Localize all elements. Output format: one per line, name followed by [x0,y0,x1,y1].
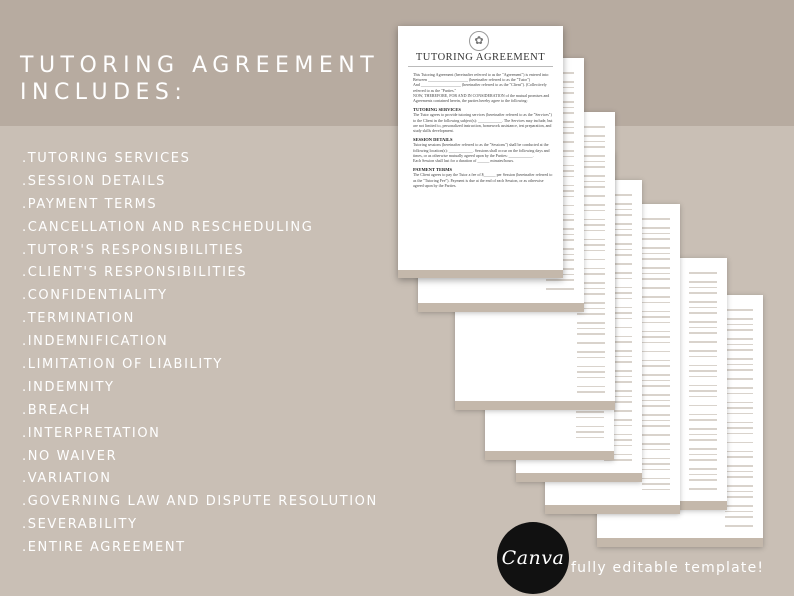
text-line [725,413,753,415]
text-line [689,459,717,461]
list-item: .LIMITATION OF LIABILITY [22,357,223,373]
page-footer [597,538,763,547]
text-line [725,505,753,507]
text-line [725,491,753,493]
section-heading: SESSION DETAILS [413,137,453,143]
text-line [577,313,605,315]
list-item: .GOVERNING LAW AND DISPUTE RESOLUTION [22,494,378,510]
text-line [725,456,753,458]
text-line [546,279,574,281]
text-line [725,427,753,429]
section-heading: TUTORING SERVICES [413,107,461,113]
text-line [577,366,605,368]
list-item: .INDEMNITY [22,379,115,395]
text-line [689,479,717,481]
text-line [642,380,670,382]
text-line [689,405,717,407]
canva-badge [497,522,569,594]
text-line [642,449,670,451]
text-line [642,322,670,324]
text-line [642,296,670,298]
text-line [546,288,574,290]
text-line [577,357,605,359]
list-item: .BREACH [22,402,92,418]
text-line [577,333,605,335]
text-line [689,321,717,323]
text-line [642,316,670,318]
title-divider [408,66,553,67]
section-body: The Tutor agrees to provide tutoring services (hereinafter referred to as the "Services") to the Client in the following subject(s): ____________. The Services may include, but are not limited to, personalized instruction, homework assistance, test preparation, and study skills development. [413,112,553,134]
text-line [642,267,670,269]
text-line [642,247,670,249]
text-line [689,332,717,334]
doc-and: And ____________________ (hereinafter referred to as the "Client"). (Collectively referred to as the "Parties." [413,82,547,93]
text-line [576,411,604,413]
text-line [689,356,717,358]
text-line [642,458,670,460]
text-line [725,329,753,331]
text-line [725,407,753,409]
list-item: .CANCELLATION AND RESCHEDULING [22,219,314,235]
text-line [642,342,670,344]
list-item: .SESSION DETAILS [22,173,167,189]
text-line [725,393,753,395]
text-line [725,496,753,498]
text-line [642,351,670,353]
text-line [689,474,717,476]
text-line [725,358,753,360]
text-line [642,405,670,407]
text-line [689,281,717,283]
list-item: .VARIATION [22,471,112,487]
text-line [689,439,717,441]
headline-line-1: TUTORING AGREEMENT [20,53,380,78]
text-line [689,292,717,294]
text-line [689,327,717,329]
text-line [576,437,604,439]
text-line [689,448,717,450]
text-line [725,369,753,371]
list-item: .SEVERABILITY [22,517,138,533]
text-line [725,349,753,351]
text-line [642,365,670,367]
text-line [725,485,753,487]
text-line [642,425,670,427]
page-footer [485,451,614,460]
text-line [689,301,717,303]
list-item: .INTERPRETATION [22,425,161,441]
text-line [725,516,753,518]
section-body: Each Session shall last for a duration of ______ minutes/hours. [413,158,515,164]
doc-recital: NOW, THEREFORE, FOR AND IN CONSIDERATION of the mutual promises and Agreements contained herein, the parties hereby agree to the following: [413,92,550,104]
text-line [725,422,753,424]
text-line [725,378,753,380]
tagline: fully editable template! [571,560,765,576]
list-item: .TERMINATION [22,311,135,327]
document-body [413,72,553,188]
section-body: Tutoring sessions (hereinafter referred to as the "Sessions") shall be conducted at the following location(s): ____________. Sessions shall occur on the following days and times, or as otherwise mutually agreed upon by the Parties: ____________. [413,142,550,158]
text-line [642,238,670,240]
text-line [642,385,670,387]
text-line [725,465,753,467]
list-item: .TUTORING SERVICES [22,151,191,166]
list-item: .CONFIDENTIALITY [22,288,168,304]
text-line [725,511,753,513]
list-item: .TUTOR'S RESPONSIBILITIES [22,242,245,258]
text-line [642,331,670,333]
text-line [725,433,753,435]
text-line [642,443,670,445]
text-line [642,463,670,465]
text-line [642,287,670,289]
text-line [642,360,670,362]
text-line [689,468,717,470]
text-line [689,365,717,367]
text-line [642,469,670,471]
list-item: .PAYMENT TERMS [22,196,158,212]
page-footer [398,270,563,278]
includes-list [22,148,378,560]
text-line [689,434,717,436]
text-line [642,227,670,229]
text-line [725,442,753,444]
text-line [642,273,670,275]
text-line [725,471,753,473]
text-line [642,302,670,304]
list-item: .INDEMNIFICATION [22,334,169,350]
text-line [689,350,717,352]
text-line [689,454,717,456]
text-line [642,489,670,491]
text-line [577,371,605,373]
text-line [689,307,717,309]
text-line [725,525,753,527]
text-line [642,336,670,338]
text-line [689,488,717,490]
page-footer [418,303,584,312]
text-line [725,364,753,366]
text-line [576,426,604,428]
text-line [642,414,670,416]
text-line [576,417,604,419]
text-line [642,233,670,235]
page-footer [545,505,680,514]
list-item: .CLIENT'S RESPONSIBILITIES [22,265,248,281]
text-line [725,387,753,389]
text-line [689,370,717,372]
flower-seal-icon: ✿ [469,31,489,51]
text-line [577,377,605,379]
text-line [642,400,670,402]
document-title: TUTORING AGREEMENT [415,52,546,63]
text-line [689,287,717,289]
text-line [689,428,717,430]
text-line [725,318,753,320]
text-line [642,311,670,313]
text-line [642,258,670,260]
text-line [577,386,605,388]
headline-line-2: INCLUDES: [20,80,188,105]
text-line [725,476,753,478]
list-item: .NO WAIVER [22,448,118,464]
doc-between: Between ____________________ (hereinafter referred to as the "Tutor") [413,77,530,83]
text-line [577,351,605,353]
text-line [577,342,605,344]
doc-intro: This Tutoring Agreement (hereinafter referred to as the "Agreement") is entered into: [413,72,550,77]
text-line [642,478,670,480]
text-line [577,391,605,393]
list-item: .ENTIRE AGREEMENT [22,540,186,556]
page-footer [455,401,615,410]
text-line [689,272,717,274]
text-line [725,402,753,404]
text-line [642,420,670,422]
text-line [689,396,717,398]
text-line [689,390,717,392]
text-line [642,434,670,436]
text-line [689,376,717,378]
text-line [689,312,717,314]
text-line [689,385,717,387]
text-line [689,419,717,421]
text-line [725,344,753,346]
headline [20,52,379,106]
text-line [725,324,753,326]
text-line [576,431,604,433]
text-line [577,322,605,324]
text-line [725,309,753,311]
text-line [642,218,670,220]
text-line [689,414,717,416]
text-line [725,451,753,453]
canva-logo-text: Canva [501,547,565,569]
section-heading: PAYMENT TERMS [413,167,452,173]
text-line [642,374,670,376]
section-body: The Client agrees to pay the Tutor a fee of $______ per Session (hereinafter referred to as the "Tutoring Fee"). Payment is due at the end of each Session, or as otherwise agreed upon by the Parties. [413,172,553,188]
front-document-page [398,26,563,278]
page-footer [516,473,642,482]
text-line [642,253,670,255]
text-line [725,338,753,340]
text-line [642,483,670,485]
text-line [689,341,717,343]
text-line [642,394,670,396]
text-line [577,328,605,330]
text-line [642,278,670,280]
